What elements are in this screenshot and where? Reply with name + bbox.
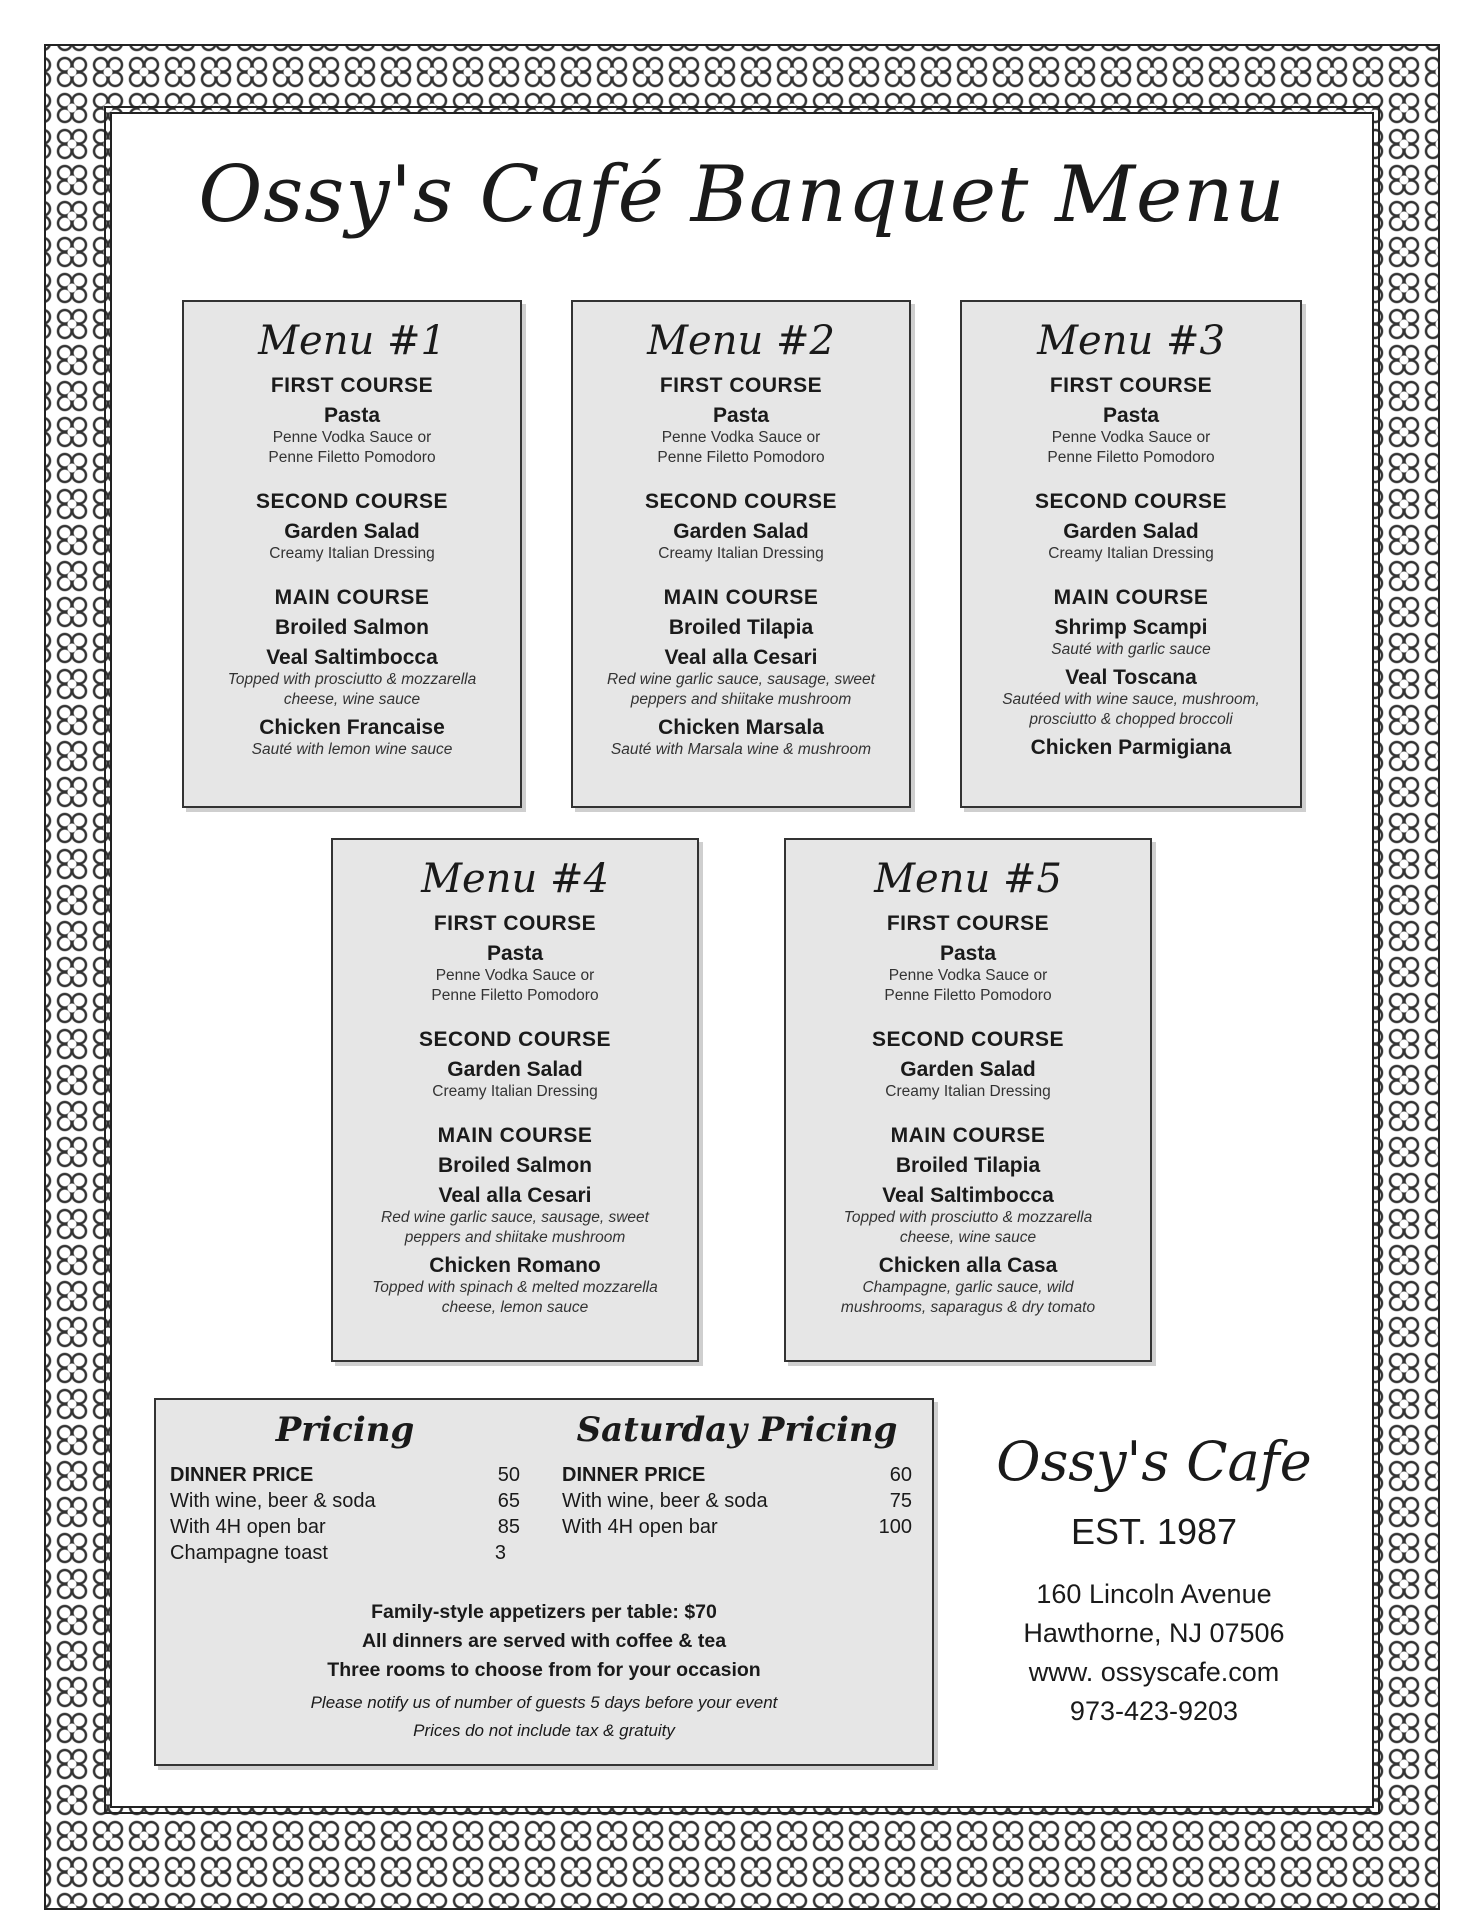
menu-title: Menu #3 xyxy=(1037,318,1225,364)
weekday-pricing xyxy=(170,1410,520,1566)
first-course-heading: FIRST COURSE xyxy=(1049,374,1213,397)
cafe-established: EST. 1987 xyxy=(1070,1511,1238,1552)
main-dish: Veal alla Cesari xyxy=(664,646,818,669)
cafe-phone[interactable]: 973-423-9203 xyxy=(1069,1696,1239,1726)
second-course-heading: SECOND COURSE xyxy=(1034,490,1228,513)
menu-card-5 xyxy=(784,838,1152,1362)
price-value: 65 xyxy=(497,1490,520,1512)
main-dish: Broiled Salmon xyxy=(437,1154,593,1177)
dish-note: cheese, lemon sauce xyxy=(441,1299,589,1316)
price-label: With wine, beer & soda xyxy=(170,1490,376,1512)
dish-note: peppers and shiitake mushroom xyxy=(404,1229,626,1246)
main-dish: Veal Toscana xyxy=(1065,666,1197,689)
menu-card-3 xyxy=(960,300,1302,808)
main-course-heading: MAIN COURSE xyxy=(890,1124,1046,1147)
cafe-website[interactable]: www. ossyscafe.com xyxy=(1028,1657,1280,1687)
menu-title: Menu #4 xyxy=(421,856,609,902)
main-course-heading: MAIN COURSE xyxy=(1053,586,1209,609)
price-row xyxy=(170,1488,520,1514)
main-course-heading: MAIN COURSE xyxy=(274,586,430,609)
first-course-dish: Pasta xyxy=(486,942,544,965)
dish-note: Creamy Italian Dressing xyxy=(658,545,824,562)
first-course-dish: Pasta xyxy=(712,404,770,427)
first-course-dish: Pasta xyxy=(1102,404,1160,427)
dish-note: Sauté with Marsala wine & mushroom xyxy=(610,741,872,758)
price-row xyxy=(170,1540,506,1566)
price-label: With 4H open bar xyxy=(170,1516,326,1538)
appetizer-note: Family-style appetizers per table: $70 xyxy=(371,1601,717,1623)
price-row xyxy=(562,1514,912,1540)
coffee-note: All dinners are served with coffee & tea xyxy=(361,1630,727,1652)
main-dish: Shrimp Scampi xyxy=(1054,616,1208,639)
menu-card-2 xyxy=(571,300,911,808)
price-label: DINNER PRICE xyxy=(562,1464,706,1486)
main-dish: Veal Saltimbocca xyxy=(882,1184,1054,1207)
second-course-heading: SECOND COURSE xyxy=(418,1028,612,1051)
price-value: 75 xyxy=(889,1490,912,1512)
dish-note: Champagne, garlic sauce, wild xyxy=(862,1279,1074,1296)
dish-note: Penne Vodka Sauce or xyxy=(272,429,432,446)
first-course-heading: FIRST COURSE xyxy=(659,374,823,397)
cafe-info xyxy=(964,1430,1344,1731)
second-course-dish: Garden Salad xyxy=(1063,520,1199,543)
first-course-heading: FIRST COURSE xyxy=(433,912,597,935)
dish-note: Penne Filetto Pomodoro xyxy=(657,449,825,466)
price-row xyxy=(170,1462,520,1488)
main-dish: Veal Saltimbocca xyxy=(266,646,438,669)
main-dish: Chicken Parmigiana xyxy=(1030,736,1232,759)
dish-note: Sauté with lemon wine sauce xyxy=(251,741,453,758)
cafe-name: Ossy's Cafe xyxy=(996,1430,1312,1493)
second-course-dish: Garden Salad xyxy=(284,520,420,543)
dish-note: Penne Vodka Sauce or xyxy=(1051,429,1211,446)
pricing-title: Pricing xyxy=(275,1410,415,1450)
second-course-dish: Garden Salad xyxy=(673,520,809,543)
second-course-dish: Garden Salad xyxy=(900,1058,1036,1081)
dish-note: Penne Filetto Pomodoro xyxy=(268,449,436,466)
second-course-heading: SECOND COURSE xyxy=(871,1028,1065,1051)
first-course-dish: Pasta xyxy=(323,404,381,427)
price-label: With wine, beer & soda xyxy=(562,1490,768,1512)
dish-note: Creamy Italian Dressing xyxy=(432,1083,598,1100)
menu-card-4 xyxy=(331,838,699,1362)
main-dish: Chicken Francaise xyxy=(259,716,445,739)
cafe-city: Hawthorne, NJ 07506 xyxy=(1023,1618,1285,1648)
dish-note: Creamy Italian Dressing xyxy=(1048,545,1214,562)
dish-note: Red wine garlic sauce, sausage, sweet xyxy=(381,1209,649,1226)
dish-note: Sauté with garlic sauce xyxy=(1051,641,1211,658)
page-title: Ossy's Café Banquet Menu xyxy=(198,150,1286,240)
dish-note: Creamy Italian Dressing xyxy=(885,1083,1051,1100)
dish-note: Creamy Italian Dressing xyxy=(269,545,435,562)
dish-note: Topped with spinach & melted mozzarella xyxy=(372,1279,658,1296)
dish-note: Penne Vodka Sauce or xyxy=(661,429,821,446)
menu-card-1 xyxy=(182,300,522,808)
main-dish: Chicken alla Casa xyxy=(878,1254,1058,1277)
price-row xyxy=(562,1462,912,1488)
rooms-note: Three rooms to choose from for your occasion xyxy=(327,1659,761,1681)
tax-note: Prices do not include tax & gratuity xyxy=(413,1721,675,1740)
price-row xyxy=(170,1514,520,1540)
saturday-pricing-title: Saturday Pricing xyxy=(576,1410,898,1450)
main-dish: Broiled Tilapia xyxy=(668,616,814,639)
price-value: 3 xyxy=(494,1542,506,1564)
main-dish: Broiled Tilapia xyxy=(895,1154,1041,1177)
price-label: With 4H open bar xyxy=(562,1516,718,1538)
dish-note: Sautéed with wine sauce, mushroom, xyxy=(1002,691,1260,708)
price-label: DINNER PRICE xyxy=(170,1464,314,1486)
menu-title: Menu #2 xyxy=(647,318,835,364)
pricing-notes xyxy=(156,1598,932,1745)
dish-note: cheese, wine sauce xyxy=(283,691,421,708)
main-dish: Chicken Romano xyxy=(429,1254,601,1277)
main-dish: Broiled Salmon xyxy=(274,616,430,639)
price-value: 60 xyxy=(889,1464,912,1486)
saturday-pricing xyxy=(562,1410,912,1540)
dish-note: Red wine garlic sauce, sausage, sweet xyxy=(607,671,875,688)
main-dish: Veal alla Cesari xyxy=(438,1184,592,1207)
pricing-box xyxy=(154,1398,934,1766)
price-label: Champagne toast xyxy=(170,1542,328,1564)
dish-note: Penne Vodka Sauce or xyxy=(435,967,595,984)
main-course-heading: MAIN COURSE xyxy=(437,1124,593,1147)
dish-note: Penne Filetto Pomodoro xyxy=(1047,449,1215,466)
menu-title: Menu #5 xyxy=(874,856,1062,902)
main-dish: Chicken Marsala xyxy=(658,716,824,739)
second-course-heading: SECOND COURSE xyxy=(644,490,838,513)
dish-note: Penne Filetto Pomodoro xyxy=(884,987,1052,1004)
dish-note: Penne Vodka Sauce or xyxy=(888,967,1048,984)
price-row xyxy=(562,1488,912,1514)
cafe-address: 160 Lincoln Avenue xyxy=(1036,1579,1272,1609)
menu-title: Menu #1 xyxy=(258,318,446,364)
dish-note: Topped with prosciutto & mozzarella xyxy=(843,1209,1093,1226)
dish-note: prosciutto & chopped broccoli xyxy=(1029,711,1233,728)
notify-note: Please notify us of number of guests 5 days before your event xyxy=(310,1693,778,1712)
price-value: 85 xyxy=(497,1516,520,1538)
dish-note: cheese, wine sauce xyxy=(899,1229,1037,1246)
second-course-dish: Garden Salad xyxy=(447,1058,583,1081)
dish-note: peppers and shiitake mushroom xyxy=(630,691,852,708)
dish-note: Penne Filetto Pomodoro xyxy=(431,987,599,1004)
dish-note: mushrooms, saparagus & dry tomato xyxy=(840,1299,1096,1316)
price-value: 50 xyxy=(497,1464,520,1486)
first-course-heading: FIRST COURSE xyxy=(270,374,434,397)
price-value: 100 xyxy=(878,1516,912,1538)
first-course-heading: FIRST COURSE xyxy=(886,912,1050,935)
main-course-heading: MAIN COURSE xyxy=(663,586,819,609)
first-course-dish: Pasta xyxy=(939,942,997,965)
second-course-heading: SECOND COURSE xyxy=(255,490,449,513)
dish-note: Topped with prosciutto & mozzarella xyxy=(227,671,477,688)
